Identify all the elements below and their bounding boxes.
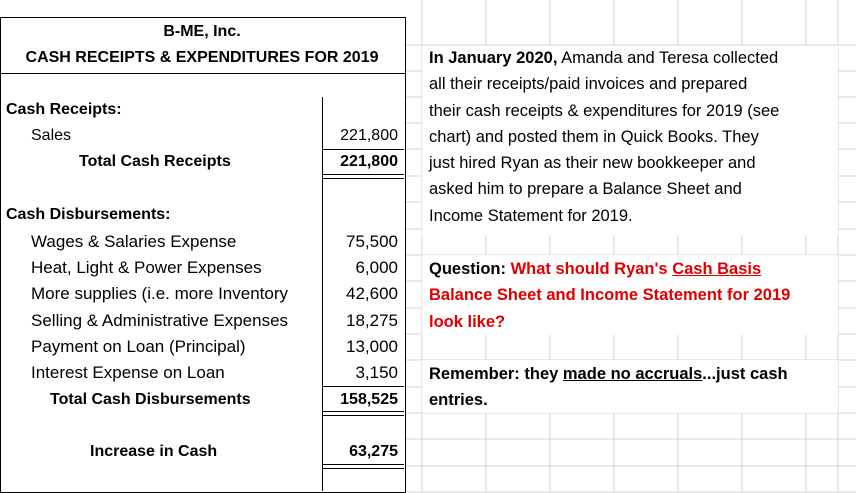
increase-in-cash-value: 63,275 [349, 443, 398, 460]
disbursement-value: 3,150 [355, 363, 398, 382]
company-name: B-ME, Inc. [163, 23, 241, 40]
total-disbursements-value: 158,525 [340, 391, 398, 408]
increase-in-cash-label: Increase in Cash [90, 443, 218, 460]
remember-paragraph [429, 361, 839, 414]
remember-text-post: ...just cash [702, 365, 788, 383]
notes-line: just hired Ryan as their new bookkeeper and [429, 154, 756, 173]
notes-intro-bold: In January 2020, [429, 49, 558, 67]
notes-line: chart) and posted them in Quick Books. They [429, 127, 759, 146]
increase-double-underline [323, 464, 404, 469]
disbursement-value: 42,600 [346, 284, 398, 303]
statement-title: CASH RECEIPTS & EXPENDITURES FOR 2019 [25, 49, 379, 66]
remember-line: entries. [429, 391, 488, 410]
disbursement-label: More supplies (i.e. more Inventory [31, 284, 288, 303]
notes-paragraph [429, 45, 839, 229]
disbursement-label: Interest Expense on Loan [31, 363, 225, 382]
title-underline [0, 73, 405, 74]
question-line: look like? [429, 312, 506, 331]
disbursement-value: 18,275 [346, 311, 398, 330]
total-disbursements-label: Total Cash Disbursements [50, 391, 251, 408]
question-text: What should Ryan's [506, 260, 673, 278]
disbursement-value: 13,000 [346, 337, 398, 356]
question-paragraph [429, 256, 839, 335]
disbursements-heading: Cash Disbursements: [6, 206, 171, 223]
notes-line: Income Statement for 2019. [429, 206, 633, 225]
disbursement-label: Heat, Light & Power Expenses [31, 258, 262, 277]
notes-line: asked him to prepare a Balance Sheet and [429, 180, 742, 199]
disbursement-value: 75,500 [346, 232, 398, 251]
sales-label: Sales [31, 127, 72, 144]
receipts-heading: Cash Receipts: [6, 101, 122, 118]
question-label: Question: [429, 260, 506, 278]
notes-line: Amanda and Teresa collected [557, 49, 779, 67]
remember-no-accruals: made no accruals [562, 365, 703, 383]
disbursement-label: Wages & Salaries Expense [31, 232, 237, 251]
question-line: Balance Sheet and Income Statement for 2019 [429, 286, 791, 305]
notes-line: all their receipts/paid invoices and prepared [429, 75, 748, 94]
disbursement-value: 6,000 [355, 258, 398, 277]
total-receipts-double-underline [323, 174, 404, 179]
remember-text: Remember: they [429, 365, 563, 383]
sales-value: 221,800 [340, 127, 398, 144]
total-receipts-value: 221,800 [340, 153, 398, 170]
question-cash-basis: Cash Basis [672, 260, 762, 278]
total-disbursements-double-underline [323, 411, 404, 416]
disbursement-label: Payment on Loan (Principal) [31, 337, 246, 356]
disbursement-label: Selling & Administrative Expenses [31, 311, 289, 330]
total-receipts-label: Total Cash Receipts [79, 153, 231, 170]
notes-line: their cash receipts & expenditures for 2019 (see [429, 101, 780, 120]
